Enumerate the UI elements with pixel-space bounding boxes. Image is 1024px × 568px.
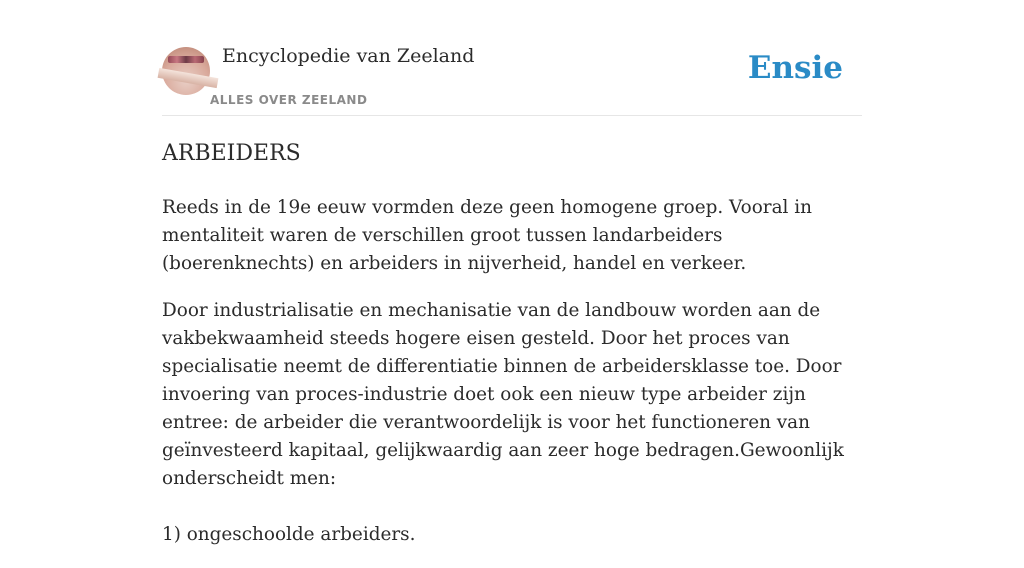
article-paragraph-2: Door industrialisatie en mechanisatie van de landbouw worden aan de vakbekwaamheid steeds hogere eisen gesteld. Door het proces van specialisatie neemt de differentiatie binnen de arbeidersklasse toe. Door invoering van proces-industrie doet ook een nieuw type arbeider zijn entree: de arbeider die verantwoordelijk is voor het functioneren van geïnvesteerd kapitaal, gelijkwaardig aan zeer hoge bedragen.Gewoonlijk onderscheidt men: 1) ongeschoolde arbeiders. <box>162 300 844 545</box>
site-subtitle: ALLES OVER ZEELAND <box>210 93 368 107</box>
brand-logo-link[interactable]: Ensie <box>747 50 843 86</box>
site-title[interactable]: Encyclopedie van Zeeland <box>222 45 475 67</box>
avatar-image-band <box>158 68 219 88</box>
site-header <box>162 44 862 116</box>
site-avatar[interactable] <box>162 47 210 95</box>
avatar-image-strip <box>168 56 204 63</box>
article-paragraph-1: Reeds in de 19e eeuw vormden deze geen homogene groep. Vooral in mentaliteit waren de verschillen groot tussen landarbeiders (boerenknechts) en arbeiders in nijverheid, handel en verkeer. <box>162 197 813 274</box>
article-title: ARBEIDERS <box>162 141 301 166</box>
article <box>162 138 862 568</box>
